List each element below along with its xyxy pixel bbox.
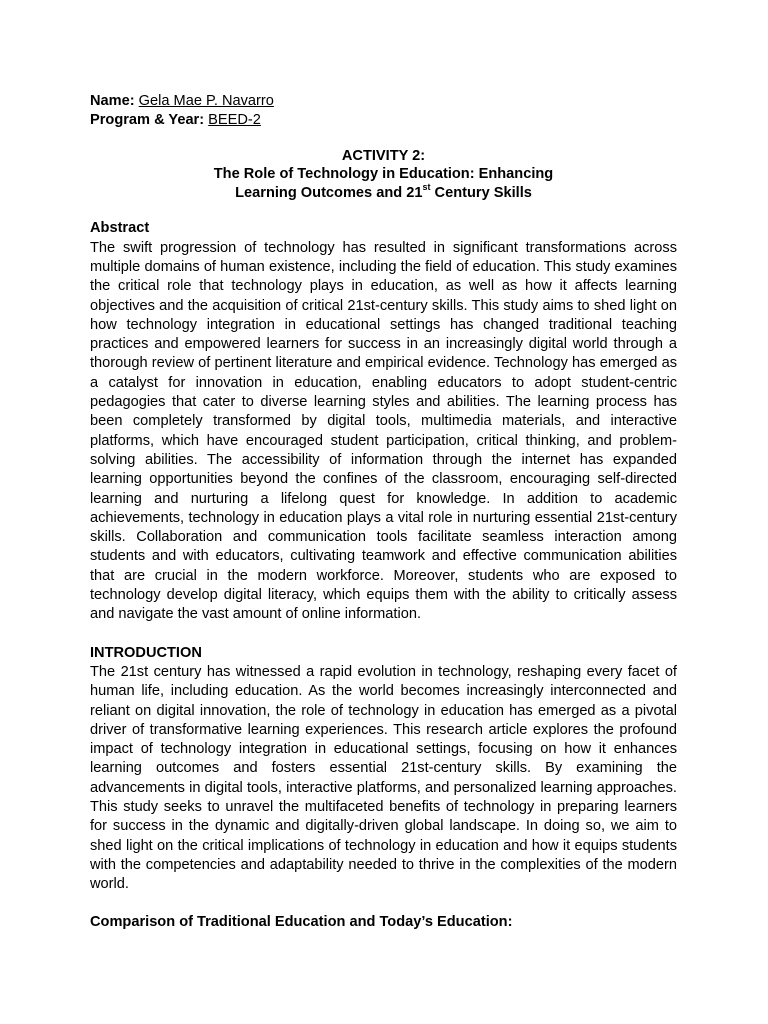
name-value: Gela Mae P. Navarro [138, 93, 274, 109]
title-line-2 [90, 181, 677, 203]
program-value: BEED-2 [208, 112, 261, 129]
title-line-2-superscript: st [422, 181, 431, 192]
activity-label: ACTIVITY 2: [341, 147, 426, 164]
document-page [90, 92, 677, 933]
name-label: Name: [90, 93, 135, 109]
introduction-heading: INTRODUCTION [90, 644, 202, 661]
title-line-2-suffix: Century Skills [430, 184, 532, 201]
title-line-1: The Role of Technology in Education: Enhancing [213, 166, 554, 183]
comparison-heading: Comparison of Traditional Education and Today’s Education: [90, 914, 513, 931]
abstract-paragraph: The swift progression of technology has resulted in significant transformations across multiple domains of human existence, including the field of education. This study examines the critical role that technology plays in education, as well as how it affects learning objectives and the acquisition of critical 21st-century skills. This study aims to shed light on how technology integration in educational settings has changed traditional teaching practices and empowered learners for success in an increasingly digital world through a thorough review of pertinent literature and empirical evidence. Technology has emerged as a catalyst for innovation in education, enabling educators to adopt student-centric pedagogies that cater to diverse learning styles and abilities. The learning process has been completely transformed by digital tools, multimedia materials, and interactive platforms, which have encouraged student participation, critical thinking, and problem-solving abilities. The accessibility of information through the internet has expanded learning opportunities beyond the confines of the classroom, encouraging self-directed learning and nurturing a lifelong quest for knowledge. In addition to academic achievements, technology in education plays a vital role in nurturing essential 21st-century skills. Collaboration and communication tools facilitate seamless interaction among students and with educators, cultivating teamwork and effective communication abilities that are crucial in the modern workforce. Moreover, students who are exposed to technology develop digital literacy, which equips them with the ability to critically assess and navigate the vast amount of online information. [90, 239, 677, 623]
document-title [90, 147, 677, 203]
name-line [90, 92, 677, 111]
title-line-2-prefix: Learning Outcomes and 21 [235, 184, 423, 201]
program-label: Program & Year: [90, 112, 205, 129]
introduction-paragraph: The 21st century has witnessed a rapid evolution in technology, reshaping every facet of human life, including education. As the world becomes increasingly interconnected and reliant on digital innovation, the role of technology in education has emerged as a pivotal driver of transformative learning experiences. This research article explores the profound impact of technology integration in educational settings, focusing on how it enhances learning outcomes and fosters essential 21st-century skills. By examining the advancements in digital tools, interactive platforms, and personalized learning approaches. This study seeks to unravel the multifaceted benefits of technology in preparing learners for success in the dynamic and digitally-driven global landscape. In doing so, we aim to shed light on the critical implications of technology in education and how it equips students with the competencies and adaptability needed to thrive in the complexities of the modern world. [90, 663, 677, 893]
abstract-heading: Abstract [90, 220, 150, 237]
program-line [90, 111, 677, 130]
